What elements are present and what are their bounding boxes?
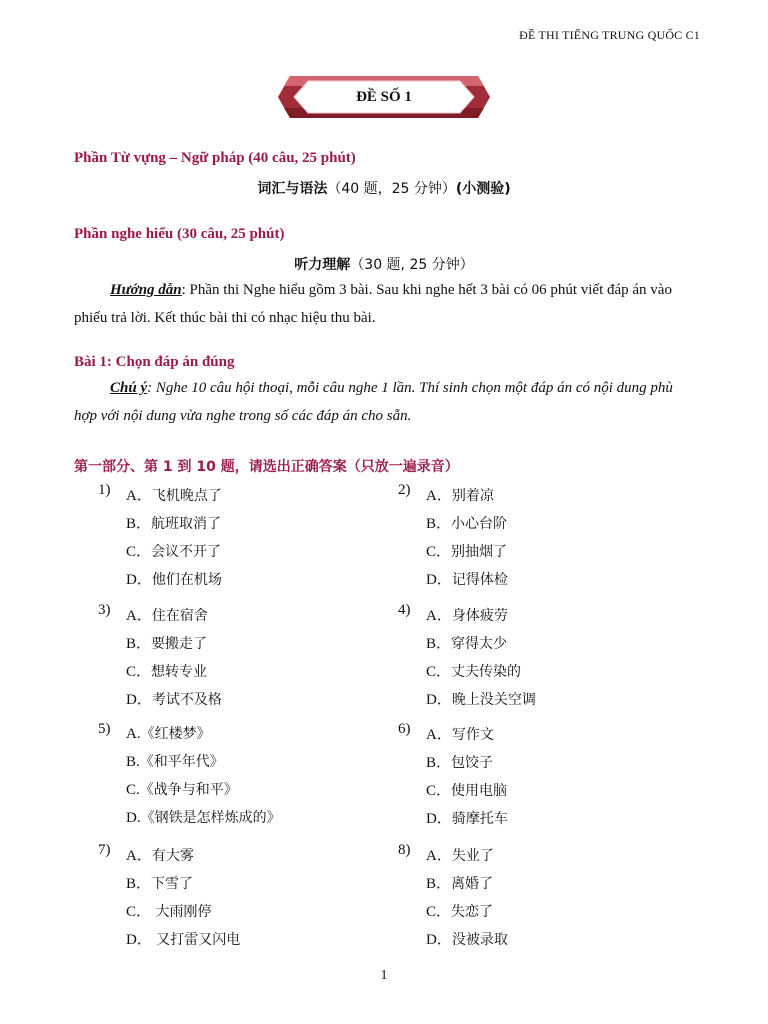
answer-option: [426, 540, 507, 561]
option-letter: C．: [426, 904, 452, 920]
answer-option: [426, 779, 507, 800]
question-number: 4): [398, 602, 411, 618]
option-letter: D．: [426, 692, 452, 708]
option-text: 飞机晚点了: [151, 488, 222, 504]
answer-option: [426, 900, 493, 921]
option-text: 考试不及格: [151, 692, 222, 708]
option-letter: A．: [126, 848, 152, 864]
note-label: Chú ý: [110, 380, 148, 396]
option-letter: A.: [126, 726, 141, 742]
question-number: 3): [98, 602, 111, 618]
option-text: 又打雷又闪电: [151, 932, 241, 948]
question-number: 8): [398, 842, 411, 858]
answer-option: [126, 723, 211, 743]
option-letter: B．: [426, 876, 452, 892]
option-letter: C．: [126, 544, 152, 560]
option-letter: A．: [126, 608, 152, 624]
option-letter: B．: [426, 755, 452, 771]
option-letter: A．: [426, 727, 452, 743]
answer-option: [426, 484, 494, 505]
option-letter: B．: [426, 636, 452, 652]
option-text: 离婚了: [451, 876, 494, 892]
answer-option: [426, 872, 493, 893]
option-text: 使用电脑: [451, 783, 508, 799]
answer-option: [126, 688, 222, 709]
answer-option: [126, 512, 221, 533]
option-text: 丈夫传染的: [451, 664, 522, 680]
option-letter: C．: [126, 904, 152, 920]
option-text: 晚上没关空调: [451, 692, 536, 708]
answer-option: [426, 688, 536, 709]
answer-option: [426, 807, 508, 828]
lesson1-heading: Bài 1: Chọn đáp án đúng: [74, 354, 235, 370]
answer-option: [426, 604, 508, 625]
option-text: 失恋了: [451, 904, 494, 920]
exam-title-banner: [278, 76, 490, 118]
question-number: 7): [98, 842, 111, 858]
answer-option: [126, 660, 207, 681]
listening-instructions: [74, 276, 696, 332]
listening-section-heading: Phần nghe hiểu (30 câu, 25 phút): [74, 226, 285, 242]
vocab-chinese-suffix: (小测验): [455, 181, 511, 197]
answer-option: [426, 632, 507, 653]
option-text: 没被录取: [451, 932, 508, 948]
guide-text: : Phần thi Nghe hiểu gồm 3 bài. Sau khi nghe hết 3 bài có 06 phút viết đáp án vào phiếu trả lời. Kết thúc bài thi có nhạc hiệu thu bài.: [74, 282, 672, 326]
option-text: 有大雾: [151, 848, 194, 864]
option-letter: B．: [126, 876, 152, 892]
listening-chinese-paren: （30 题, 25 分钟）: [350, 257, 474, 273]
note-text: : Nghe 10 câu hội thoại, mỗi câu nghe 1 lần. Thí sinh chọn một đáp án có nội dung phù hợp với nội dung vừa nghe trong số các đáp án cho sẵn.: [74, 380, 673, 424]
answer-option: [426, 660, 521, 681]
option-text: 别着凉: [451, 488, 494, 504]
answer-option: [426, 512, 507, 533]
answer-option: [126, 872, 193, 893]
answer-option: [126, 604, 208, 625]
option-letter: D.: [126, 810, 141, 826]
answer-option: [426, 723, 494, 744]
option-letter: D．: [126, 932, 152, 948]
exam-title: ĐỀ SỐ 1: [356, 89, 412, 105]
answer-option: [126, 751, 224, 771]
option-letter: B．: [426, 516, 452, 532]
option-letter: A．: [126, 488, 152, 504]
vocab-chinese-title: 词汇与语法: [257, 181, 328, 197]
option-text: 失业了: [451, 848, 494, 864]
answer-option: [126, 900, 211, 921]
vocab-chinese-paren: （40 题，25 分钟）: [327, 181, 456, 197]
option-letter: C．: [426, 783, 452, 799]
option-letter: B．: [126, 516, 152, 532]
option-text: 写作文: [451, 727, 494, 743]
option-text: 想转专业: [151, 664, 208, 680]
option-letter: B.: [126, 754, 140, 770]
part1-heading: 第一部分、第 1 到 10 题，请选出正确答案（只放一遍录音）: [74, 459, 459, 475]
option-text: 穿得太少: [451, 636, 508, 652]
answer-option: [126, 928, 240, 949]
option-text: 小心台阶: [451, 516, 508, 532]
option-text: 下雪了: [151, 876, 194, 892]
answer-option: [126, 779, 238, 799]
option-letter: D．: [426, 932, 452, 948]
option-letter: B．: [126, 636, 152, 652]
option-letter: D．: [126, 692, 152, 708]
listening-chinese-title: 听力理解: [294, 257, 351, 273]
answer-option: [126, 568, 222, 589]
question-number: 5): [98, 721, 111, 737]
option-text: 包饺子: [451, 755, 494, 771]
question-number: 6): [398, 721, 411, 737]
page-number: 1: [380, 968, 388, 983]
answer-option: [126, 632, 207, 653]
answer-option: [426, 928, 508, 949]
listening-section-chinese-title: [0, 254, 768, 274]
answer-option: [426, 844, 494, 865]
option-text: 《战争与和平》: [139, 782, 238, 798]
option-letter: A．: [426, 848, 452, 864]
option-text: 记得体检: [451, 572, 508, 588]
option-text: 《红楼梦》: [140, 726, 211, 742]
vocab-section-heading: Phần Từ vựng – Ngữ pháp (40 câu, 25 phút): [74, 150, 356, 166]
option-letter: D．: [426, 811, 452, 827]
option-letter: D．: [126, 572, 152, 588]
answer-option: [426, 568, 508, 589]
question-number: 1): [98, 482, 111, 498]
option-letter: C．: [426, 544, 452, 560]
option-letter: A．: [426, 608, 452, 624]
answer-option: [426, 751, 493, 772]
option-letter: C．: [426, 664, 452, 680]
option-letter: D．: [426, 572, 452, 588]
running-header: ĐỀ THI TIẾNG TRUNG QUỐC C1: [519, 28, 700, 42]
guide-label: Hướng dẫn: [110, 282, 182, 298]
option-text: 住在宿舍: [151, 608, 208, 624]
option-text: 要搬走了: [151, 636, 208, 652]
option-letter: C．: [126, 664, 152, 680]
option-text: 会议不开了: [151, 544, 222, 560]
question-number: 2): [398, 482, 411, 498]
option-letter: A．: [426, 488, 452, 504]
option-text: 身体疲劳: [451, 608, 508, 624]
option-text: 别抽烟了: [451, 544, 508, 560]
answer-option: [126, 540, 221, 561]
option-text: 航班取消了: [151, 516, 222, 532]
option-text: 《和平年代》: [139, 754, 224, 770]
answer-option: [126, 807, 281, 827]
option-text: 他们在机场: [151, 572, 222, 588]
lesson1-note: [74, 374, 696, 430]
option-text: 大雨刚停: [151, 904, 212, 920]
vocab-section-chinese-title: [0, 178, 768, 198]
answer-option: [126, 844, 194, 865]
option-letter: C.: [126, 782, 140, 798]
option-text: 《钢铁是怎样炼成的》: [140, 810, 281, 826]
answer-option: [126, 484, 222, 505]
option-text: 骑摩托车: [451, 811, 508, 827]
